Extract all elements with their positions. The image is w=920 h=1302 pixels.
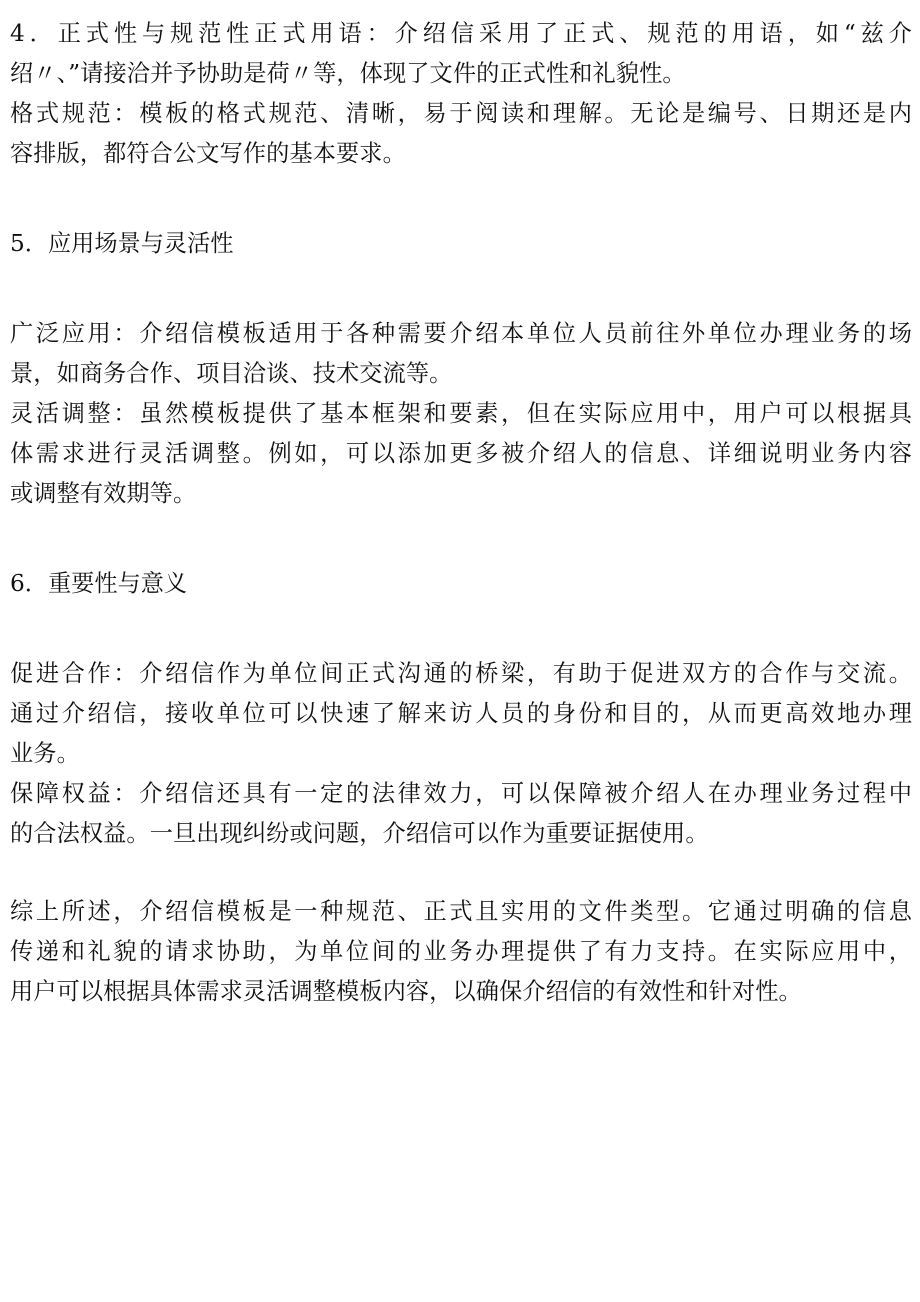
paragraph-line: 4．正式性与规范性正式用语：介绍信采用了正式、规范的用语，如“兹介 bbox=[10, 20, 912, 47]
paragraph-line: 保障权益：介绍信还具有一定的法律效力，可以保障被介绍人在办理业务过程中 bbox=[10, 780, 912, 807]
paragraph-line: 用户可以根据具体需求灵活调整模板内容，以确保介绍信的有效性和针对性。 bbox=[10, 978, 802, 1005]
paragraph-line: 传递和礼貌的请求协助，为单位间的业务办理提供了有力支持。在实际应用中， bbox=[10, 938, 912, 965]
paragraph-line: 格式规范：模板的格式规范、清晰，易于阅读和理解。无论是编号、日期还是内 bbox=[10, 100, 912, 127]
paragraph-line: 容排版，都符合公文写作的基本要求。 bbox=[10, 140, 406, 167]
section-4 bbox=[10, 14, 912, 174]
paragraph-line: 灵活调整：虽然模板提供了基本框架和要素，但在实际应用中，用户可以根据具 bbox=[10, 400, 912, 427]
paragraph-line: 景，如商务合作、项目洽谈、技术交流等。 bbox=[10, 360, 453, 387]
spacer bbox=[10, 854, 912, 892]
spacer bbox=[10, 514, 912, 564]
spacer bbox=[10, 264, 912, 314]
document-page bbox=[10, 14, 912, 1012]
spacer bbox=[10, 604, 912, 654]
paragraph-line: 业务。 bbox=[10, 740, 80, 767]
section-heading: 6．重要性与意义 bbox=[10, 570, 188, 597]
section-6 bbox=[10, 564, 912, 854]
paragraph-line: 或调整有效期等。 bbox=[10, 480, 197, 507]
paragraph-line: 体需求进行灵活调整。例如，可以添加更多被介绍人的信息、详细说明业务内容 bbox=[10, 440, 912, 467]
paragraph-line: 的合法权益。一旦出现纠纷或问题，介绍信可以作为重要证据使用。 bbox=[10, 820, 709, 847]
paragraph-line: 广泛应用：介绍信模板适用于各种需要介绍本单位人员前往外单位办理业务的场 bbox=[10, 320, 912, 347]
section-heading: 5．应用场景与灵活性 bbox=[10, 230, 234, 257]
paragraph-line: 促进合作：介绍信作为单位间正式沟通的桥梁，有助于促进双方的合作与交流。 bbox=[10, 660, 912, 687]
paragraph-line: 绍〃、”请接洽并予协助是荷〃等，体现了文件的正式性和礼貌性。 bbox=[10, 60, 686, 87]
spacer bbox=[10, 174, 912, 224]
section-5 bbox=[10, 224, 912, 514]
paragraph-line: 综上所述，介绍信模板是一种规范、正式且实用的文件类型。它通过明确的信息 bbox=[10, 898, 912, 925]
summary-paragraph bbox=[10, 892, 912, 1012]
paragraph-line: 通过介绍信，接收单位可以快速了解来访人员的身份和目的，从而更高效地办理 bbox=[10, 700, 912, 727]
